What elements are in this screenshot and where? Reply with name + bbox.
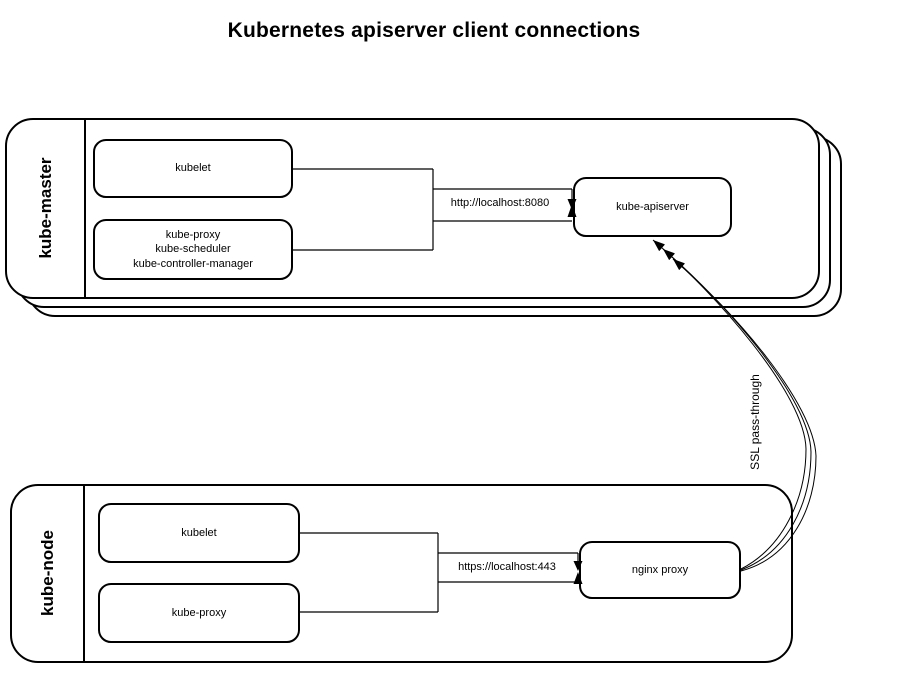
node-kube-proxy-label: kube-proxy (171, 606, 227, 619)
node-master-control-plane-label (133, 228, 253, 271)
node-master-kubelet (93, 139, 293, 198)
node-master-control-plane (93, 219, 293, 280)
kube-master-label: kube-master (36, 157, 55, 259)
diagram-title: Kubernetes apiserver client connections (227, 19, 641, 42)
node-nginx-proxy (579, 541, 741, 599)
node-nginx-proxy-label: nginx proxy (631, 563, 689, 576)
node-kube-apiserver-label: kube-apiserver (616, 200, 689, 213)
node-master-kubelet-label: kubelet (175, 162, 211, 175)
edge-label-ssl-passthrough: SSL pass-through (748, 374, 762, 470)
kube-node-label: kube-node (38, 530, 57, 616)
edge-label-https: https://localhost:443 (458, 561, 556, 573)
node-node-kubelet (98, 503, 300, 563)
node-kube-apiserver (573, 177, 732, 237)
node-node-kubelet-label: kubelet (181, 526, 217, 539)
control-plane-line-3: kube-controller-manager (133, 257, 253, 270)
control-plane-line-1: kube-proxy (165, 229, 221, 242)
node-kube-proxy (98, 583, 300, 643)
edge-label-http: http://localhost:8080 (450, 197, 550, 209)
control-plane-line-2: kube-scheduler (155, 243, 231, 256)
